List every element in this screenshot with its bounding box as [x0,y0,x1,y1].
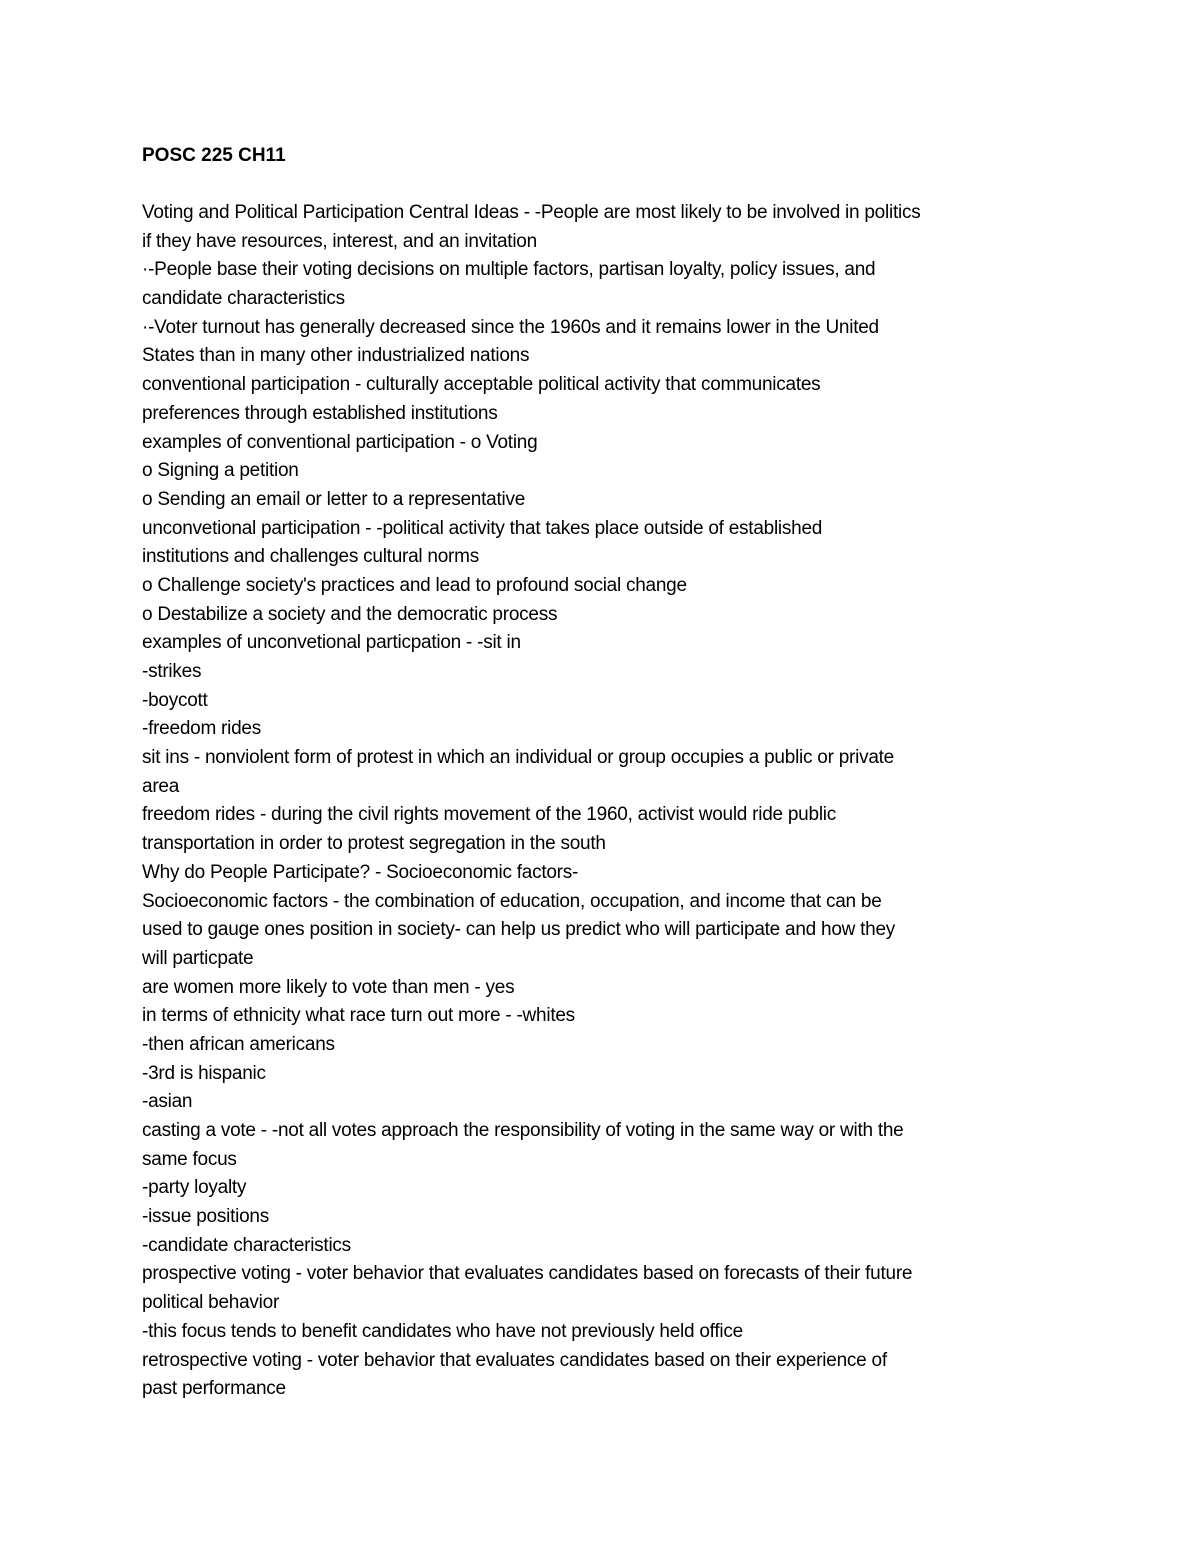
text-line: -asian [142,1091,193,1113]
text-line: if they have resources, interest, and an invitation [142,230,537,252]
text-line: -party loyalty [142,1177,247,1199]
document-body [142,199,1062,1404]
text-line: unconvetional participation - -political activity that takes place outside of established [142,517,823,539]
text-line: freedom rides - during the civil rights movement of the 1960, activist would ride public [142,804,837,826]
text-line: o Signing a petition [142,460,299,482]
text-line: in terms of ethnicity what race turn out more - -whites [142,1005,575,1027]
text-line: used to gauge ones position in society- can help us predict who will participate and how they [142,919,896,941]
text-line: institutions and challenges cultural norms [142,546,479,568]
text-line: candidate characteristics [142,288,345,310]
text-line: Why do People Participate? - Socioeconomic factors- [142,861,579,883]
text-line: prospective voting - voter behavior that evaluates candidates based on forecasts of their future [142,1263,913,1285]
text-line: -3rd is hispanic [142,1062,266,1084]
text-line: o Sending an email or letter to a representative [142,488,526,510]
text-line: retrospective voting - voter behavior that evaluates candidates based on their experience of [142,1349,887,1371]
text-line: conventional participation - culturally acceptable political activity that communicates [142,374,821,396]
text-line: -issue positions [142,1206,269,1228]
text-line: -this focus tends to benefit candidates who have not previously held office [142,1320,743,1342]
text-line: will particpate [142,947,254,969]
text-line: transportation in order to protest segregation in the south [142,833,606,855]
text-line: o Challenge society's practices and lead to profound social change [142,574,687,596]
text-line: -boycott [142,689,208,711]
text-line: Socioeconomic factors - the combination of education, occupation, and income that can be [142,890,882,912]
text-line: o Destabilize a society and the democratic process [142,603,558,625]
text-line: political behavior [142,1292,280,1314]
text-line: -candidate characteristics [142,1234,351,1256]
text-line: -freedom rides [142,718,261,740]
text-line: sit ins - nonviolent form of protest in which an individual or group occupies a public or private [142,747,894,769]
text-line: past performance [142,1378,286,1400]
text-line: Voting and Political Participation Central Ideas - -People are most likely to be involved in politics [142,202,921,223]
text-line: casting a vote - -not all votes approach the responsibility of voting in the same way or with the [142,1120,904,1141]
text-line: same focus [142,1148,237,1170]
text-line: ·-Voter turnout has generally decreased since the 1960s and it remains lower in the United [142,316,879,338]
text-line: examples of conventional participation - o Voting [142,431,538,453]
text-line: States than in many other industrialized nations [142,345,530,367]
text-line: -then african americans [142,1033,335,1055]
text-line: -strikes [142,661,202,682]
text-line: area [142,775,180,797]
text-line: examples of unconvetional particpation - -sit in [142,632,521,654]
text-line: ·-People base their voting decisions on multiple factors, partisan loyalty, policy issues, and [142,259,876,281]
text-line: preferences through established institutions [142,402,498,424]
text-line: are women more likely to vote than men - yes [142,976,515,998]
page-title: POSC 225 CH11 [142,145,286,166]
